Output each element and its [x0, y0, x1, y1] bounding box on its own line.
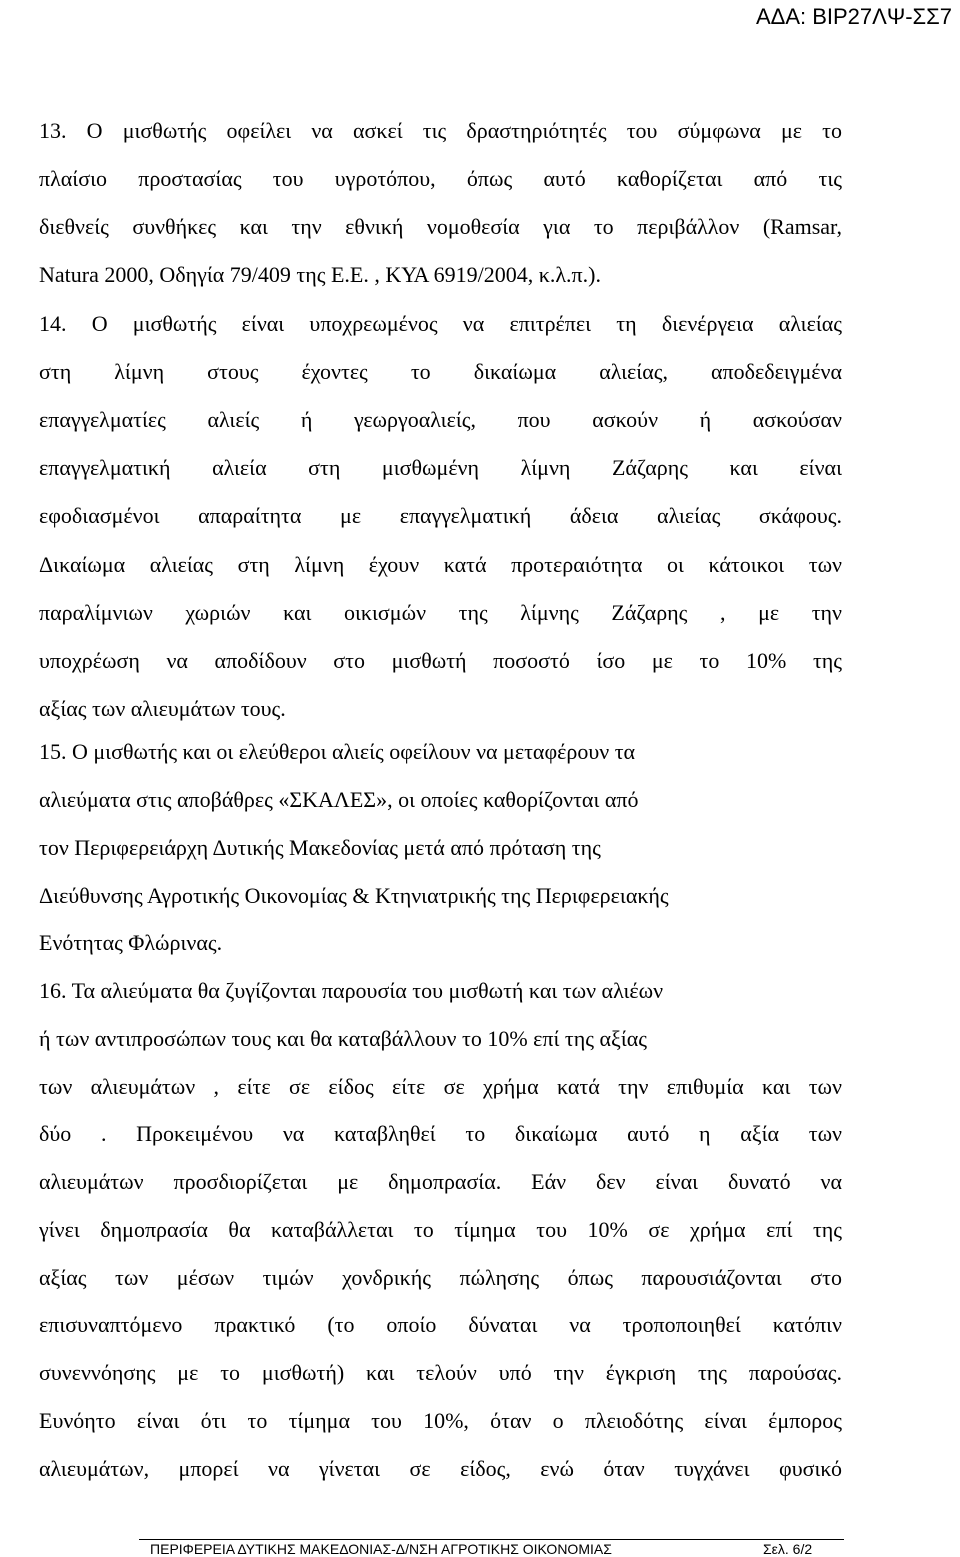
text-line: στη λίμνη στους έχοντες το δικαίωμα αλιείας, αποδεδειγμένα [39, 359, 842, 384]
text-line: αλιεύματα στις αποβάθρες «ΣΚΑΛΕΣ», οι οποίες καθορίζονται από [39, 787, 639, 812]
text-line: συνεννόησης με το μισθωτή) και τελούν υπό την έγκριση της παρούσας. [39, 1360, 842, 1385]
footer-organization: ΠΕΡΙΦΕΡΕΙΑ ΔΥΤΙΚΗΣ ΜΑΚΕΔΟΝΙΑΣ-Δ/ΝΣΗ ΑΓΡΟΤΙΚΗΣ ΟΙΚΟΝΟΜΙΑΣ [150, 1541, 612, 1557]
text-line: Διεύθυνσης Αγροτικής Οικονομίας & Κτηνιατρικής της Περιφερειακής [39, 883, 669, 908]
footer-divider [139, 1539, 844, 1540]
text-line: επαγγελματική αλιεία στη μισθωμένη λίμνη Ζάζαρης και είναι [39, 455, 842, 480]
text-line: των αλιευμάτων , είτε σε είδος είτε σε χρήμα κατά την επιθυμία και των [39, 1074, 842, 1099]
text-line: διεθνείς συνθήκες και την εθνική νομοθεσία για το περιβάλλον (Ramsar, [39, 214, 842, 239]
text-line: γίνει δημοπρασία θα καταβάλλεται το τίμημα του 10% σε χρήμα επί της [39, 1217, 842, 1242]
text-line: 15. Ο μισθωτής και οι ελεύθεροι αλιείς οφείλουν να μεταφέρουν τα [39, 739, 636, 764]
text-line: 13. Ο μισθωτής οφείλει να ασκεί τις δραστηριότητές του σύμφωνα με το [39, 118, 842, 143]
text-line: 14. Ο μισθωτής είναι υποχρεωμένος να επιτρέπει τη διενέργεια αλιείας [39, 311, 842, 336]
text-line: Δικαίωμα αλιείας στη λίμνη έχουν κατά προτεραιότητα οι κάτοικοι των [39, 552, 842, 577]
text-line: Natura 2000, Οδηγία 79/409 της Ε.Ε. , ΚΥΑ 6919/2004, κ.λ.π.). [39, 262, 601, 287]
text-line: δύο . Προκειμένου να καταβληθεί το δικαίωμα αυτό η αξία των [39, 1121, 842, 1146]
text-line: επαγγελματίες αλιείς ή γεωργοαλιείς, που ασκούν ή ασκούσαν [39, 407, 842, 432]
text-line: αξίας των μέσων τιμών χονδρικής πώλησης όπως παρουσιάζονται στο [39, 1265, 842, 1290]
text-line: αλιευμάτων, μπορεί να γίνεται σε είδος, ενώ όταν τυγχάνει φυσικό [39, 1456, 842, 1481]
ada-code: ΑΔΑ: ΒΙΡ27ΛΨ-ΣΣ7 [755, 4, 952, 29]
text-line: πλαίσιο προστασίας του υγροτόπου, όπως αυτό καθορίζεται από τις [39, 166, 842, 191]
text-line: Ευνόητο είναι ότι το τίμημα του 10%, όταν ο πλειοδότης είναι έμπορος [39, 1408, 842, 1433]
text-line: 16. Τα αλιεύματα θα ζυγίζονται παρουσία του μισθωτή και των αλιέων [39, 978, 664, 1003]
text-line: Ενότητας Φλώρινας. [39, 930, 223, 955]
text-line: ή των αντιπροσώπων τους και θα καταβάλλουν το 10% επί της αξίας [39, 1026, 647, 1051]
page-number: Σελ. 6/2 [763, 1541, 813, 1557]
text-line: επισυναπτόμενο πρακτικό (το οποίο δύναται να τροποποιηθεί κατόπιν [39, 1312, 842, 1337]
text-line: εφοδιασμένοι απαραίτητα με επαγγελματική άδεια αλιείας σκάφους. [39, 503, 842, 528]
text-line: παραλίμνιων χωριών και οικισμών της λίμνης Ζάζαρης , με την [39, 600, 842, 625]
text-line: υποχρέωση να αποδίδουν στο μισθωτή ποσοστό ίσο με το 10% της [39, 648, 842, 673]
text-line: αλιευμάτων προσδιορίζεται με δημοπρασία. Εάν δεν είναι δυνατό να [39, 1169, 842, 1194]
text-line: αξίας των αλιευμάτων τους. [39, 696, 286, 721]
text-line: τον Περιφερειάρχη Δυτικής Μακεδονίας μετά από πρόταση της [39, 835, 601, 860]
